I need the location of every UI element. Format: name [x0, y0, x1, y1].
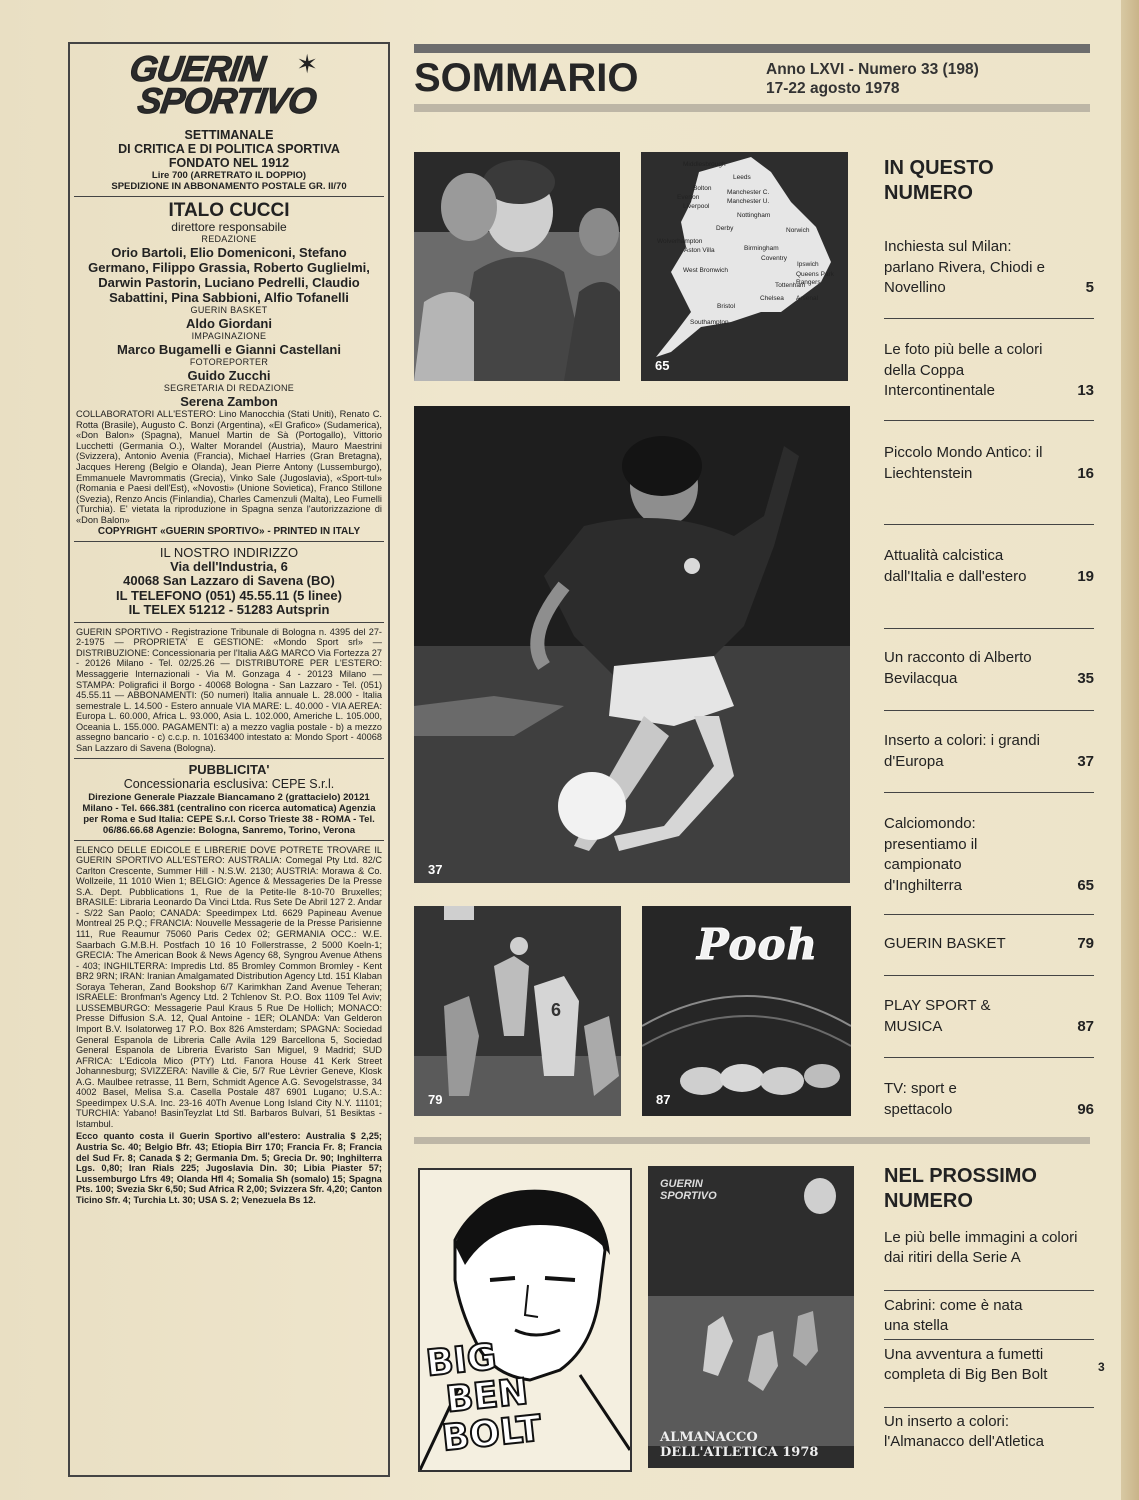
toc-separator — [884, 975, 1094, 976]
toc-item-title: Inchiesta sul Milan: parlano Rivera, Chiodi e Novellino — [884, 238, 1045, 296]
toc-item-page: 87 — [1077, 1017, 1094, 1035]
toc-separator — [884, 628, 1094, 629]
svg-text:Queens Park: Queens Park — [796, 271, 834, 278]
svg-text:Wolverhampton: Wolverhampton — [657, 238, 703, 245]
edicole-estero: ELENCO DELLE EDICOLE E LIBRERIE DOVE POTRETE TROVARE IL GUERIN SPORTIVO ALL'ESTERO: AUSTRALIA: Comegal Pty Ltd. 82/C Carlton Crescente, Summer Hill - N.S.W. 2130; AUSTRIA: Morawa & Co. Wollzeile, 11 1010 Wien 1; BELGIO: Agence & Messageries De la Presse S.A. Dept. Pubblications 1, Rue de la Petite-Ile 8-10-70 Bruxelles; BRASILE: Libraria Leonardo Da Vinci Ltda. Rus Sete De Abril 127 2. Andar - S/22 San Paolo; CANADA: Speedimpex Ltd. 6629 Papineau Avenue Montreal 25 P.Q.; FRANCIA: Nouvelle Messagerie de la Presse Parisienne 111, Rue Reaumur 75060 Paris Cedex 02; GERMANIA OCC.: W.E. Saarbach G.M.B.H. Postfach 10 16 10 Follerstrasse, 2 5000 Koeln-1; GRECIA: The American Book & News Agency 68, Syngrou Avenue Athens - 403; INGHILTERRA: Impredis Ltd. 85 Bromley Common Bromley - Kent BR2 9RN; IRAN: Iranian Amalgamated Distribution Agency Ltd. 151 Klaban Soraya Teheran, Zand Bookshop 6/7 Karimkhan Zand Avenue Teheran; ISRAELE: Bronfman's Agency Ltd. 2 Tchlenov St. P.O. Box 1109 Tel Aviv; LUSSEMBURGO: Messagerie Paul Kraus 5 Rue De Hollich; MONACO: Presse Diffusion S.A. 12, Qual Antoine - 1ER; OLANDA: Van Gelderon Import B.V. Isolatorweg 17 P.O. Box 826 Amsterdam; SPAGNA: Sociedad General Espanola de Libreria Calle Avila 129 Barcellona 5, Sociedad General Espanola de Libreria Evaristo San Miguel, 9 Madrid; SUD AFRICA: L'Edicola Mico (PTY) Ltd. Fanora House 41 Kerk Street Johannesburg; SVIZZERA: Naville & Cie, 5/7 Rue Lèvrier Geneve, Klosk A.G. Maulbee retrasse, 11 Bern, Schmidt Agence A.G. Sevogelstrasse, 34 4002 Basel, Melisa S.a. Casella Postale 487 6901 Lugano; U.S.A.: Speedimpex U.S.A. Inc. 23-16 40Th Avenue Long Island City N.Y. 11101; TURCHIA: Yabano! BasinTeyzlat Ltd Stl. Barbaros Bulvari, 51 Besiktas - Istambul. — [76, 844, 382, 1129]
svg-text:Norwich: Norwich — [786, 227, 810, 234]
svg-text:Ipswich: Ipswich — [797, 261, 819, 268]
runner-icon: ✶ — [296, 49, 318, 79]
svg-text:Middlesbrough: Middlesbrough — [683, 161, 726, 168]
svg-text:Everton: Everton — [677, 194, 700, 201]
next-item-text: Una avventura a fumetti completa di Big Ben Bolt — [884, 1346, 1048, 1383]
impaginazione-label: IMPAGINAZIONE — [191, 331, 267, 341]
address-title: IL NOSTRO INDIRIZZO — [159, 544, 299, 560]
svg-text:Rangers: Rangers — [796, 279, 821, 286]
next-item-text: Un inserto a colori: l'Almanacco dell'Atletica — [884, 1413, 1044, 1450]
toc-item-title: Inserto a colori: i grandi d'Europa — [884, 732, 1040, 770]
svg-text:Bolton: Bolton — [693, 185, 712, 192]
svg-text:Liverpool: Liverpool — [683, 203, 710, 210]
photo-footballer — [414, 406, 850, 883]
jersey-number: 6 — [551, 1000, 562, 1020]
toc-item[interactable] — [884, 996, 1094, 1037]
page-edge — [1121, 0, 1139, 1500]
almanacco-cover — [648, 1166, 854, 1468]
comic-title-word: BEN — [444, 1371, 531, 1421]
divider — [74, 622, 384, 623]
map-england — [641, 152, 848, 381]
toc-item-page: 5 — [1085, 279, 1094, 296]
svg-text:Southampton: Southampton — [690, 319, 729, 326]
photo-milan-players — [414, 152, 620, 381]
redazione-label: REDAZIONE — [201, 234, 257, 244]
toc-separator — [884, 1057, 1094, 1058]
svg-text:West Bromwich: West Bromwich — [683, 267, 729, 274]
svg-text:Chelsea: Chelsea — [760, 295, 784, 302]
section-rule — [414, 1137, 1090, 1144]
divider — [74, 541, 384, 542]
comic-title-word: BIG — [424, 1336, 499, 1385]
svg-text:Derby: Derby — [716, 225, 734, 232]
prezzi-estero: Ecco quanto costa il Guerin Sportivo all'estero: Australia $ 2,25; Austria Sc. 40; Belgio Bfr. 43; Etiopia Birr 170; Francia Fr. 8; Francia del Sud Fr. 8; Canada $ 2; Germania Dm. 5; Grecia Dr. 90; Inghilterra Lgs. 0,80; Iran Rials 225; Jugoslavia Din. 30; Libia Piaster 57; Lussemburgo Lfrs 49; Olanda Hfl 4; Somalia Sh (somalo) 15; Spagna Pts. 100; Svezia Skr 6,50; Sud Africa R 2,00; Svizzera Sfr. 4,20; Canton Ticino Sfr. 4; Turchia Lt. 30; USA S. 2; Venezuela Bs 12. — [76, 1131, 382, 1205]
tagline-2: DI CRITICA E DI POLITICA SPORTIVA — [118, 142, 340, 156]
pubblicita-title: PUBBLICITA' — [188, 761, 270, 777]
segretaria-label: SEGRETARIA DI REDAZIONE — [163, 383, 295, 393]
divider — [74, 840, 384, 841]
price: Lire 700 (ARRETRATO IL DOPPIO) — [151, 170, 307, 181]
toc-item-title: Calciomondo: presentiamo il campionato d'Inghilterra — [884, 815, 978, 894]
pooh-logo: Pooh — [697, 920, 819, 969]
svg-text:Coventry: Coventry — [761, 255, 788, 262]
map-page-number: 65 — [655, 358, 670, 373]
toc-item-page: 19 — [1077, 567, 1094, 585]
editor-role: direttore responsabile — [171, 220, 287, 234]
redazione-names: Orio Bartoli, Elio Domeniconi, Stefano Germano, Filippo Grassia, Roberto Guglielmi, Darwin Pastorin, Luciano Pedrelli, Claudio Sabattini, Pina Sabbioni, Alfio Tofanelli — [88, 245, 370, 305]
toc-item-page: 79 — [1077, 935, 1094, 952]
segretaria-name: Serena Zambon — [180, 394, 278, 409]
svg-text:Bristol: Bristol — [717, 303, 736, 310]
editor-name: ITALO CUCCI — [168, 200, 290, 221]
svg-text:Arsenal: Arsenal — [796, 295, 819, 302]
toc-item-title: Piccolo Mondo Antico: il Liechtenstein — [884, 444, 1043, 482]
next-item — [884, 1345, 1094, 1384]
toc-separator — [884, 710, 1094, 711]
toc-separator — [884, 524, 1094, 525]
toc-item-title: GUERIN BASKET — [884, 935, 1006, 952]
comic-title-word: BOLT — [440, 1408, 544, 1460]
toc-item-title: PLAY SPORT & MUSICA — [884, 997, 991, 1035]
next-heading-text: NEL PROSSIMO NUMERO — [884, 1165, 1037, 1212]
next-item — [884, 1412, 1094, 1451]
issue-info — [766, 60, 979, 98]
svg-text:Birmingham: Birmingham — [744, 245, 779, 252]
toc-item[interactable] — [884, 443, 1094, 484]
logo-line-1: GUERIN — [127, 48, 267, 89]
fotoreporter-name: Guido Zucchi — [187, 368, 271, 383]
collaboratori: COLLABORATORI ALL'ESTERO: Lino Manocchia (Stati Uniti), Renato C. Rotta (Brasile), Augusto C. Bonzi (Argentina), «El Grafico» (Sudamerica), «Don Balon» (Spagna), Manuel Martin de Sà (Portogallo), Vittorio Lucchetti (Germania O.), Walter Morandel (Austria), Mauro Maestrini (Svizzera), Antonio Avenia (Francia), Michael Harries (Gran Bretagna), Jacques Hereng (Belgio e Olanda), Jean Pierre Antony (Lussemburgo), Emmanuele Mavrommatis (Grecia), Vinko Sale (Jugoslavia), «Sport-tul» (Romania e Paesi dell'Est), «Novosti» (Unione Sovietica), Franco Stillone (Svezia), Renzo Ancis (Finlandia), Charles Camenzuli (Malta), Leo Fumelli (Turchia). E' vietata la riproduzione in Spagna senza l'autorizzazione di «Don Balon» — [76, 409, 382, 525]
comic-big-ben-bolt — [418, 1168, 632, 1472]
masthead-column — [68, 42, 390, 1477]
next-heading — [884, 1164, 1094, 1214]
basket-photo-page-number: 79 — [428, 1092, 443, 1107]
cover-title: ALMANACCO DELL'ATLETICA 1978 — [660, 1430, 819, 1460]
toc-separator — [884, 914, 1094, 915]
fotoreporter-label: FOTOREPORTER — [189, 357, 269, 367]
tagline-1: SETTIMANALE — [184, 128, 274, 142]
next-item — [884, 1296, 1094, 1335]
toc-item[interactable] — [884, 340, 1094, 402]
toc-item[interactable] — [884, 731, 1094, 772]
tagline-3: FONDATO NEL 1912 — [168, 156, 290, 170]
toc-item-title: TV: sport e spettacolo — [884, 1080, 957, 1118]
svg-text:Nottingham: Nottingham — [737, 212, 771, 219]
postal-info: SPEDIZIONE IN ABBONAMENTO POSTALE GR. II/70 — [111, 181, 347, 192]
toc-item[interactable] — [884, 1079, 1094, 1120]
divider — [74, 196, 384, 197]
toc-item-title: Le foto più belle a colori della Coppa Intercontinentale — [884, 341, 1043, 399]
svg-text:Aston Villa: Aston Villa — [684, 247, 715, 254]
toc-item[interactable] — [884, 814, 1094, 896]
logo-line-2: SPORTIVO — [135, 80, 319, 121]
divider — [74, 758, 384, 759]
next-separator — [884, 1407, 1094, 1408]
svg-text:Tottenham: Tottenham — [775, 282, 806, 289]
next-separator — [884, 1290, 1094, 1291]
photo-basketball — [414, 906, 621, 1116]
next-separator — [884, 1339, 1094, 1340]
toc-heading-text: IN QUESTO NUMERO — [884, 157, 994, 204]
impaginazione-names: Marco Bugamelli e Gianni Castellani — [117, 342, 341, 357]
toc-item[interactable] — [884, 648, 1094, 689]
toc-item-page: 65 — [1077, 876, 1094, 894]
header-rule — [414, 104, 1090, 112]
pubblicita-concessionaria: Concessionaria esclusiva: CEPE S.r.l. — [123, 776, 335, 791]
header-bar — [414, 44, 1090, 53]
next-item-text: Le più belle immagini a colori dai ritiri della Serie A — [884, 1229, 1078, 1266]
next-item — [884, 1228, 1094, 1267]
toc-item-page: 96 — [1077, 1100, 1094, 1118]
basket-label: GUERIN BASKET — [190, 305, 268, 315]
toc-separator — [884, 420, 1094, 421]
address-phone: IL TELEFONO (051) 45.55.11 (5 linee) — [116, 587, 342, 603]
toc-item-page: 37 — [1077, 752, 1094, 770]
toc-item-title: Un racconto di Alberto Bevilacqua — [884, 649, 1032, 687]
pooh-photo-page-number: 87 — [656, 1092, 671, 1107]
cover-logo: GUERIN SPORTIVO — [660, 1178, 717, 1202]
basket-name: Aldo Giordani — [186, 316, 272, 331]
toc-item-title: Attualità calcistica dall'Italia e dall'estero — [884, 547, 1027, 585]
toc-heading — [884, 156, 1094, 206]
guerin-sportivo-logo — [127, 48, 324, 122]
toc-item-page: 16 — [1077, 464, 1094, 482]
toc-separator — [884, 318, 1094, 319]
svg-text:Leeds: Leeds — [733, 174, 751, 181]
pubblicita-body: Direzione Generale Piazzale Biancamano 2 (grattacielo) 20121 Milano - Tel. 666.381 (centralino con ricerca automatica) Agenzia per Roma e Sud Italia: CEPE S.r.l. Corso Trieste 38 - ROMA - Tel. 06/86.66.68 Agenzie: Bologna, Sanremo, Torino, Verona — [82, 791, 376, 836]
svg-text:Manchester U.: Manchester U. — [727, 198, 770, 205]
toc-item[interactable] — [884, 237, 1094, 299]
big-photo-page-number: 37 — [428, 862, 443, 877]
toc-item[interactable] — [884, 934, 1094, 955]
copyright: COPYRIGHT «GUERIN SPORTIVO» - PRINTED IN ITALY — [97, 525, 361, 537]
legal-info: GUERIN SPORTIVO - Registrazione Tribunale di Bologna n. 4395 del 27-2-1975 — PROPRIETA' E GESTIONE: «Mondo Sport srl» — DISTRIBUZIONE: Concessionaria per l'Italia A&G MARCO Via Fortezza 27 - 20126 Milano - Tel. 02/25.26 — DISTRIBUTORE PER L'ESTERO: Messaggerie Internazionali - Via M. Gonzaga 4 - 20123 Milano — STAMPA: Poligrafici il Borgo - 40068 Bologna - San Lazzaro - Tel. (051) 45.55.11 — ABBONAMENTI: (50 numeri) Italia annuale L. 28.000 - Italia semestrale L. 14.500 - Estero annuale VIA MARE: L. 40.000 - VIA AEREA: Europa L. 60.000, Africa L. 93.000, Asia L. 102.000, Americhe L. 105.000, Oceania L. 155.000. PAGAMENTI: a) a mezzo vaglia postale - b) a mezzo assegno bancario - c) c.c.p. n. 10163400 intestato a: Mondo Sport - 40068 San Lazzaro di Savena (Bologna). — [76, 626, 382, 754]
address-street: Via dell'Industria, 6 — [170, 558, 288, 574]
toc-item-page: 35 — [1077, 669, 1094, 687]
photo-pooh-concert — [642, 906, 851, 1116]
toc-separator — [884, 792, 1094, 793]
next-item-text: Cabrini: come è nata una stella — [884, 1297, 1023, 1334]
comic-title — [424, 1335, 543, 1460]
issue-date: 17-22 agosto 1978 — [766, 80, 900, 97]
svg-text:Manchester C.: Manchester C. — [727, 189, 770, 196]
address-telex: IL TELEX 51212 - 51283 Autsprin — [128, 602, 330, 618]
toc-item[interactable] — [884, 546, 1094, 587]
issue-number: Anno LXVI - Numero 33 (198) — [766, 61, 979, 78]
page-title: SOMMARIO — [414, 56, 639, 100]
toc-item-page: 13 — [1077, 382, 1094, 399]
address-city: 40068 San Lazzaro di Savena (BO) — [123, 573, 335, 589]
page-number: 3 — [1098, 1360, 1105, 1374]
